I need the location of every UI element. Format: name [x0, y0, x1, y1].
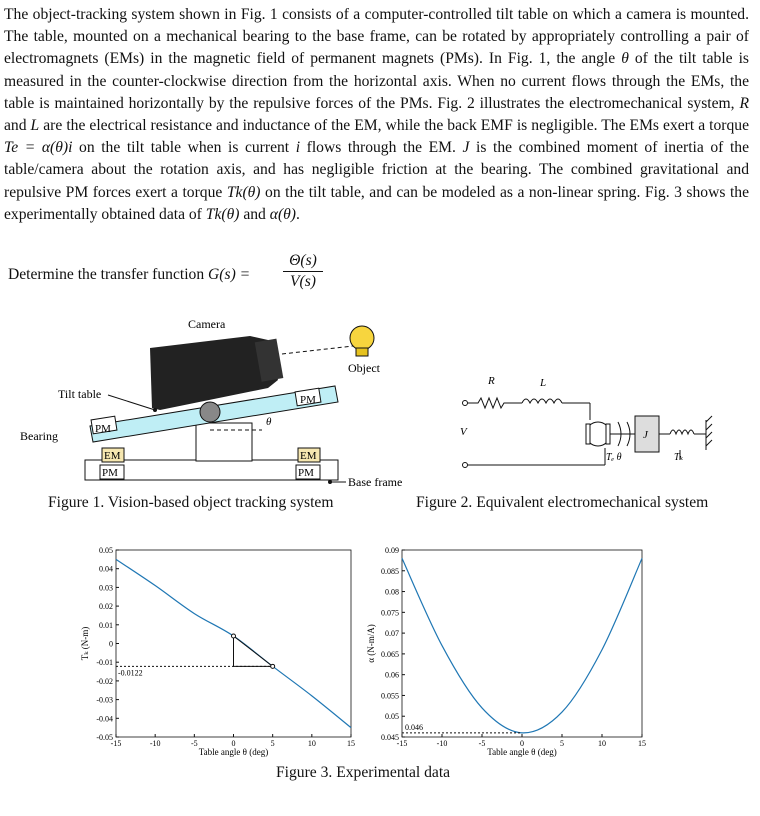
bearing-pivot	[200, 402, 220, 422]
marker-origin	[232, 634, 236, 638]
inductor-L	[522, 399, 562, 403]
camera-label: Camera	[188, 317, 226, 331]
terminal-bottom	[463, 463, 468, 468]
annotation-label: 0.046	[405, 722, 423, 732]
y-axis-label: α (N-m/A)	[366, 624, 376, 663]
x-tick-label: 5	[270, 739, 275, 748]
x-tick-label: 10	[307, 739, 316, 748]
y-tick-label: 0.04	[99, 564, 113, 574]
x-tick-label: -10	[149, 739, 161, 748]
transfer-function-fraction	[283, 251, 323, 292]
em-label-right: EM	[300, 450, 317, 462]
x-axis-label: Table angle θ (deg)	[487, 747, 557, 757]
figure-1-diagram	[0, 310, 420, 495]
x-tick-label: -5	[190, 739, 198, 748]
y-tick-label: 0.085	[381, 566, 399, 576]
y-tick-label: 0.05	[99, 546, 113, 555]
marker-point	[271, 664, 275, 668]
fig2-R-label: R	[488, 375, 495, 387]
bearing-post	[196, 423, 252, 461]
y-tick-label: 0.01	[99, 620, 113, 630]
y-tick-label: 0.07	[385, 629, 399, 639]
y-tick-label: 0.055	[381, 691, 399, 701]
x-tick-label: 0	[231, 739, 236, 748]
theta-label: θ	[266, 416, 272, 428]
y-tick-label: 0.05	[385, 712, 399, 722]
y-tick-label: -0.01	[96, 658, 113, 668]
figure-3-caption: Figure 3. Experimental data	[276, 764, 451, 781]
chart-tk-vs-angle	[60, 540, 370, 765]
ground-hatch	[706, 416, 712, 446]
y-tick-label: 0.065	[381, 649, 399, 659]
x-tick-label: 5	[560, 739, 564, 748]
tilt-table-label: Tilt table	[58, 387, 102, 401]
tf-denominator: V(s)	[290, 273, 316, 290]
figure-2-caption: Figure 2. Equivalent electromechanical system	[416, 494, 709, 511]
y-axis-label: Tₖ (N-m)	[80, 626, 90, 661]
y-tick-label: 0.075	[381, 608, 399, 618]
plot-frame	[402, 550, 642, 737]
fig2-L-label: L	[540, 377, 547, 389]
x-tick-label: -10	[436, 739, 448, 748]
chart-alpha-vs-angle	[360, 540, 660, 765]
fig2-te-theta-label: Tₑ θ	[606, 452, 622, 463]
x-axis-label: Table angle θ (deg)	[198, 747, 269, 757]
em-label-left: EM	[104, 450, 121, 462]
pm-label-base-left: PM	[102, 467, 118, 479]
tilt-table-dot	[153, 408, 157, 412]
motor-brush-left	[586, 424, 590, 444]
x-tick-label: 15	[638, 739, 646, 748]
base-frame-label: Base frame	[348, 475, 403, 489]
x-tick-label: 15	[347, 739, 355, 748]
object-base	[356, 348, 368, 356]
annotation-label: -0.0122	[118, 668, 143, 678]
y-tick-label: 0	[109, 639, 113, 649]
y-tick-label: 0.03	[99, 583, 113, 593]
y-tick-label: 0.06	[385, 670, 399, 680]
y-tick-label: 0.09	[385, 546, 399, 555]
slope-triangle	[234, 636, 273, 666]
problem-paragraph: The object-tracking system shown in Fig. 1 consists of a computer-controlled tilt table on which a camera is mounted. The table, mounted on a mechanical bearing to the base frame, can be rotated by appropriately controlling a pair of electromagnets (EMs) in the magnetic field of permanent magnets (PMs). In Fig. 1, the angle θ of the tilt table is measured in the counter-clockwise direction from the horizontal axis. When no current flows through the EMs, the table is maintained horizontally by the repulsive forces of the PMs. Fig. 2 illustrates the electromechanical system, R and L are the electrical resistance and inductance of the EM, while the back EMF is negligible. The EMs exert a torque Te = α(θ)i on the tilt table when is current i flows through the EM. J is the combined moment of inertia of the table/camera about the rotation axis, and has negligible friction at the bearing. The combined gravitational and repulsive PM forces exert a torque Tk(θ) on the tilt table, and can be modeled as a non-linear spring. Fig. 3 shows the experimentally obtained data of Tk(θ) and α(θ).	[4, 6, 750, 223]
terminal-top	[463, 401, 468, 406]
spring-icon	[670, 430, 694, 434]
tilt-table-leader	[108, 395, 155, 410]
bearing-label: Bearing	[20, 429, 58, 443]
x-tick-label: -15	[110, 739, 122, 748]
line-of-sight	[282, 346, 353, 354]
y-tick-label: -0.03	[96, 695, 113, 705]
fig2-J-label: J	[643, 429, 648, 441]
motor-brush-right	[606, 424, 610, 444]
y-tick-label: -0.05	[96, 733, 113, 742]
y-tick-label: 0.08	[385, 587, 399, 597]
pm-label-base-right: PM	[298, 467, 314, 479]
y-tick-label: -0.02	[96, 676, 113, 686]
fig2-V-label: V	[460, 426, 467, 438]
figure-1-caption: Figure 1. Vision-based object tracking system	[48, 494, 334, 511]
y-tick-label: -0.04	[96, 714, 113, 724]
resistor-R	[468, 398, 512, 408]
x-tick-label: -5	[478, 739, 486, 748]
fig2-tk-label: Tₖ	[674, 452, 684, 463]
y-tick-label: 0.045	[381, 733, 399, 742]
series-line	[402, 558, 642, 733]
y-tick-label: 0.02	[99, 602, 113, 612]
x-tick-label: 10	[598, 739, 606, 748]
pm-label-table-left: PM	[95, 423, 111, 435]
figure-2-diagram	[430, 370, 750, 480]
object-icon	[350, 326, 374, 350]
tf-numerator: Θ(s)	[283, 251, 323, 272]
object-label: Object	[348, 361, 380, 375]
x-tick-label: -15	[396, 739, 408, 748]
x-tick-label: 0	[520, 739, 524, 748]
base-frame-dot	[328, 480, 332, 484]
pm-label-table-right: PM	[300, 394, 316, 406]
task-statement: Determine the transfer function G(s) =	[8, 266, 251, 283]
